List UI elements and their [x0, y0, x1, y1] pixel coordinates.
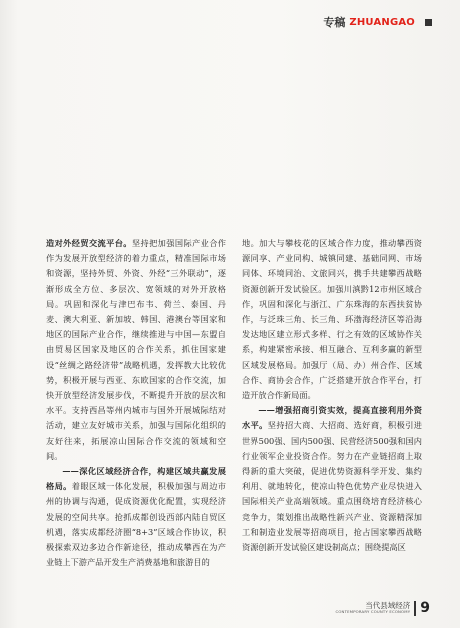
right-column	[242, 236, 422, 606]
page-footer	[336, 600, 430, 616]
paragraph	[242, 236, 422, 403]
magazine-title-cn: 当代县域经济	[365, 600, 411, 610]
left-column	[46, 236, 226, 606]
article-body	[46, 236, 422, 606]
footer-divider	[414, 601, 416, 616]
paragraph-lead: 造对外经贸交流平台。	[46, 238, 132, 248]
magazine-title	[336, 602, 411, 614]
section-label: 专稿	[323, 16, 346, 29]
section-label-en: ZHUANGAO	[349, 16, 415, 28]
paragraph	[46, 464, 226, 570]
page-header	[323, 14, 432, 30]
paragraph-text: 坚持把加强国际产业合作作为发展开放型经济的着力重点，精准国际市场和资源，坚持外贸、外资、外经“三外联动”，逐渐形成全方位、多层次、宽领域的对外开放格局。巩固和深化与津巴布韦、荷兰、泰国、丹麦、澳大利亚、新加坡、韩国、港澳台等国家和地区的国际产业合作，继续推进与中国—东盟自由贸易区国家及地区的合作关系，抓住国家建设“丝绸之路经济带”战略机遇，发挥教大比较优势，积极开展与西亚、东欧国家的合作交流，加快开放型经济发展步伐，不断提升开放的层次和水平。支持西昌等州内城市与国外开展城际结对活动，建立友好城市关系，加强与国际化组织的友好往来，拓展凉山国际合作交流的领域和空间。	[46, 238, 226, 461]
header-square-icon	[425, 19, 432, 26]
paragraph	[46, 236, 226, 464]
paragraph-text: 坚持招大商、大招商、选好商，积极引进世界500强、国内500强、民营经济500强和国内行业领军企业投资合作。努力在产业链招商上取得新的重大突破，促进优势资源科学开发、集约利用、就地转化，使凉山特色优势产业尽快进入国际相关产业高端领域。重点围绕培育经济核心竞争力，策划推出战略性新兴产业、资源精深加工和制造业发展等招商项目，抢占国家攀西战略资源创新开发试验区建设制高点；围绕提高区	[242, 420, 422, 553]
paragraph	[242, 403, 422, 555]
paragraph-text: 地。加大与攀枝花的区域合作力度，推动攀西资源同享、产业同构、城镇同建、基础同网、市场同体、环境同治、文旅同兴，携手共建攀西战略资源创新开发试验区。加强川滇黔12市州区域合作，巩固和深化与浙江、广东珠海的东西扶贫协作，与泛珠三角、长三角、环渤海经济区等沿海发达地区建立形式多样、行之有效的区域协作关系，构建紧密承接、相互融合、互利多赢的新型区域发展格局。加强厅（局、办）州合作、区域合作、商协会合作，广泛搭建开放合作平台，打造开放合作新局面。	[242, 238, 422, 401]
paragraph-lead: ——增强招商引资实效，提高直接利用外资水平。	[242, 405, 422, 431]
magazine-title-en: CONTEMPORARY COUNTY ECONOMY	[335, 609, 411, 615]
page-number: 9	[420, 600, 430, 616]
paragraph-lead: ——深化区域经济合作，构建区域共赢发展格局。	[46, 466, 226, 492]
paragraph-text: 着眼区域一体化发展，积极加强与周边市州的协调与沟通，促成资源优化配置，实现经济发展的空间共享。抢抓成都创设西部内陆自贸区机遇，落实成都经济圈“8+3”区域合作协议，积极探索双边多边合作新途径，推动成攀西在为产业链上下游产品开发生产消费基地和旅游目的	[46, 481, 226, 568]
